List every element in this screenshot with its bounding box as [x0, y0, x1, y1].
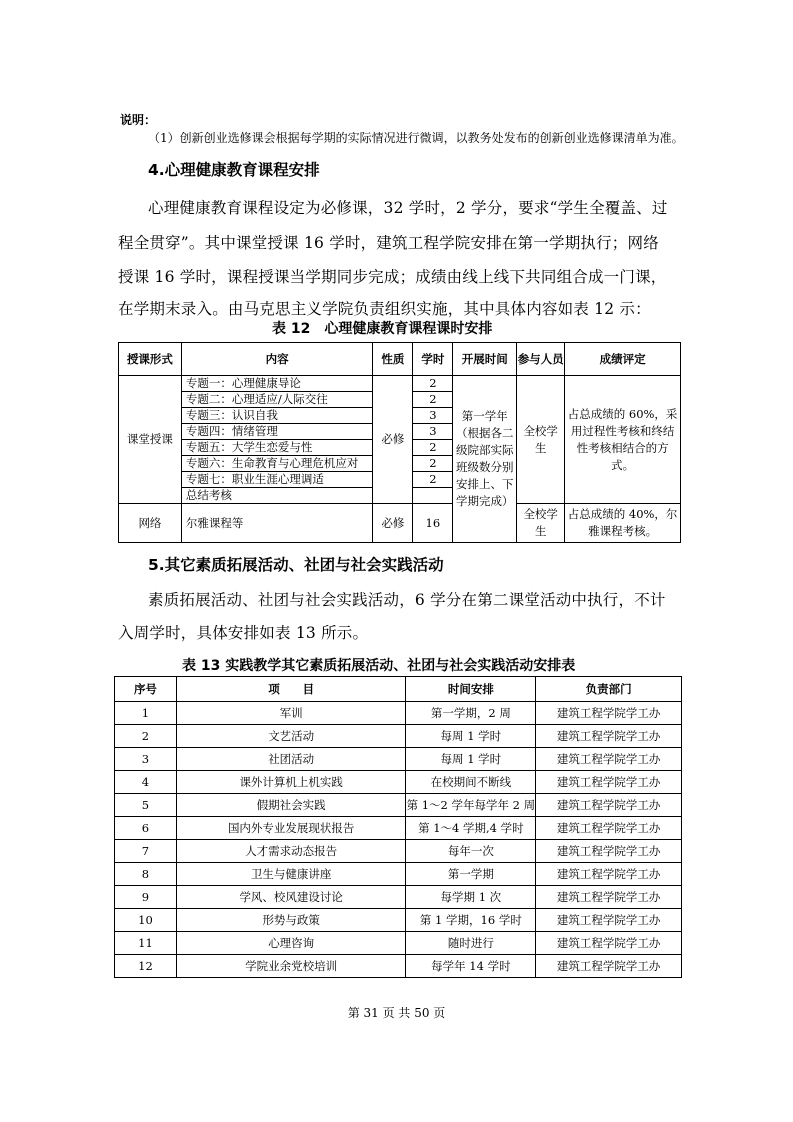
header-content: 内容	[181, 343, 373, 376]
row-item: 心理咨询	[176, 932, 406, 955]
header-schedule: 时间安排	[406, 677, 536, 702]
header-nature: 性质	[373, 343, 413, 376]
row-schedule: 第一学期，2 周	[406, 702, 536, 725]
table-row	[115, 955, 682, 978]
table-row	[119, 376, 681, 392]
topic-hours: 2	[413, 440, 453, 456]
grading-classroom: 占总成绩的 60%，采用过程性考核和终结性考核相结合的方式。	[565, 376, 681, 504]
table-row	[115, 863, 682, 886]
table12-header-row	[119, 343, 681, 376]
header-item: 项 目	[176, 677, 406, 702]
people-classroom: 全校学生	[517, 376, 565, 504]
row-index: 3	[115, 748, 177, 771]
row-department: 建筑工程学院学工办	[536, 863, 682, 886]
row-index: 5	[115, 794, 177, 817]
row-department: 建筑工程学院学工办	[536, 748, 682, 771]
row-department: 建筑工程学院学工办	[536, 909, 682, 932]
people-online: 全校学生	[517, 504, 565, 543]
row-item: 社团活动	[176, 748, 406, 771]
section4-heading: 4.心理健康教育课程安排	[148, 161, 320, 179]
topic-hours: 2	[413, 376, 453, 392]
table-row	[115, 840, 682, 863]
topic-name: 专题一：心理健康导论	[181, 376, 373, 392]
row-schedule: 每学年 14 学时	[406, 955, 536, 978]
row-item: 国内外专业发展现状报告	[176, 817, 406, 840]
table-row	[115, 702, 682, 725]
topic-name: 专题六：生命教育与心理危机应对	[181, 456, 373, 472]
header-time: 开展时间	[453, 343, 517, 376]
row-item: 假期社会实践	[176, 794, 406, 817]
note-item: （1）创新创业选修课会根据每学期的实际情况进行微调，以教务处发布的创新创业选修课清单为准。	[148, 131, 684, 145]
topic-name: 专题七：职业生涯心理调适	[181, 472, 373, 488]
online-content: 尔雅课程等	[181, 504, 373, 543]
row-index: 6	[115, 817, 177, 840]
table12	[118, 342, 681, 543]
page-footer: 第 31 页 共 50 页	[347, 1006, 446, 1020]
row-index: 7	[115, 840, 177, 863]
table13-header-row	[115, 677, 682, 702]
form-classroom: 课堂授课	[119, 376, 182, 504]
row-department: 建筑工程学院学工办	[536, 955, 682, 978]
row-index: 12	[115, 955, 177, 978]
row-item: 军训	[176, 702, 406, 725]
table-row	[115, 725, 682, 748]
grading-online: 占总成绩的 40%，尔雅课程考核。	[565, 504, 681, 543]
table13	[114, 676, 682, 978]
row-item: 卫生与健康讲座	[176, 863, 406, 886]
header-grading: 成绩评定	[565, 343, 681, 376]
hours-online: 16	[413, 504, 453, 543]
nature-classroom: 必修	[373, 376, 413, 504]
row-department: 建筑工程学院学工办	[536, 702, 682, 725]
row-item: 形势与政策	[176, 909, 406, 932]
topic-name: 专题二：心理适应/人际交往	[181, 392, 373, 408]
row-index: 2	[115, 725, 177, 748]
row-item: 人才需求动态报告	[176, 840, 406, 863]
row-department: 建筑工程学院学工办	[536, 840, 682, 863]
row-department: 建筑工程学院学工办	[536, 932, 682, 955]
row-department: 建筑工程学院学工办	[536, 886, 682, 909]
form-online: 网络	[119, 504, 182, 543]
table-row	[115, 932, 682, 955]
row-item: 课外计算机上机实践	[176, 771, 406, 794]
table-row	[115, 771, 682, 794]
nature-online: 必修	[373, 504, 413, 543]
section4-line: 心理健康教育课程设定为必修课，32 学时，2 学分，要求“学生全覆盖、过	[148, 199, 668, 217]
topic-hours	[413, 488, 453, 504]
header-hours: 学时	[413, 343, 453, 376]
row-item: 学风、校风建设讨论	[176, 886, 406, 909]
section5-line: 入周学时，具体安排如表 13 所示。	[118, 624, 369, 642]
row-department: 建筑工程学院学工办	[536, 817, 682, 840]
row-schedule: 在校期间不断线	[406, 771, 536, 794]
row-index: 9	[115, 886, 177, 909]
table-row	[115, 748, 682, 771]
row-index: 8	[115, 863, 177, 886]
table13-caption: 表 13 实践教学其它素质拓展活动、社团与社会实践活动安排表	[182, 658, 576, 674]
table-row	[115, 886, 682, 909]
topic-name: 专题五：大学生恋爱与性	[181, 440, 373, 456]
row-department: 建筑工程学院学工办	[536, 725, 682, 748]
topic-hours: 2	[413, 392, 453, 408]
header-index: 序号	[115, 677, 177, 702]
section4-line: 授课 16 学时，课程授课当学期同步完成；成绩由线上线下共同组合成一门课，	[118, 268, 667, 286]
table-row	[115, 909, 682, 932]
row-schedule: 每学期 1 次	[406, 886, 536, 909]
row-schedule: 第 1 学期，16 学时	[406, 909, 536, 932]
header-people: 参与人员	[517, 343, 565, 376]
time-cell: 第一学年（根据各二级院部实际班级数分别安排上、下学期完成）	[453, 376, 517, 543]
row-department: 建筑工程学院学工办	[536, 771, 682, 794]
section5-heading: 5.其它素质拓展活动、社团与社会实践活动	[148, 556, 444, 574]
row-item: 文艺活动	[176, 725, 406, 748]
section4-line: 在学期末录入。由马克思主义学院负责组织实施，其中具体内容如表 12 示：	[118, 300, 651, 318]
header-form: 授课形式	[119, 343, 182, 376]
row-schedule: 第一学期	[406, 863, 536, 886]
topic-name: 专题四：情绪管理	[181, 424, 373, 440]
table12-caption: 表 12 心理健康教育课程课时安排	[272, 321, 493, 337]
row-item: 学院业余党校培训	[176, 955, 406, 978]
row-schedule: 第 1～2 学年每学年 2 周	[406, 794, 536, 817]
table-row	[115, 817, 682, 840]
table-row	[115, 794, 682, 817]
topic-hours: 2	[413, 472, 453, 488]
topic-name: 专题三：认识自我	[181, 408, 373, 424]
row-schedule: 每年一次	[406, 840, 536, 863]
row-schedule: 随时进行	[406, 932, 536, 955]
row-index: 4	[115, 771, 177, 794]
notes-title: 说明：	[120, 113, 157, 127]
section4-line: 程全贯穿”。其中课堂授课 16 学时，建筑工程学院安排在第一学期执行；网络	[118, 234, 659, 252]
topic-name: 总结考核	[181, 488, 373, 504]
row-schedule: 每周 1 学时	[406, 748, 536, 771]
row-index: 1	[115, 702, 177, 725]
row-index: 10	[115, 909, 177, 932]
topic-hours: 3	[413, 408, 453, 424]
row-index: 11	[115, 932, 177, 955]
topic-hours: 3	[413, 424, 453, 440]
topic-hours: 2	[413, 456, 453, 472]
section5-line: 素质拓展活动、社团与社会实践活动，6 学分在第二课堂活动中执行，不计	[148, 591, 666, 609]
header-department: 负责部门	[536, 677, 682, 702]
row-schedule: 第 1～4 学期,4 学时	[406, 817, 536, 840]
table-row	[119, 504, 681, 543]
row-department: 建筑工程学院学工办	[536, 794, 682, 817]
row-schedule: 每周 1 学时	[406, 725, 536, 748]
